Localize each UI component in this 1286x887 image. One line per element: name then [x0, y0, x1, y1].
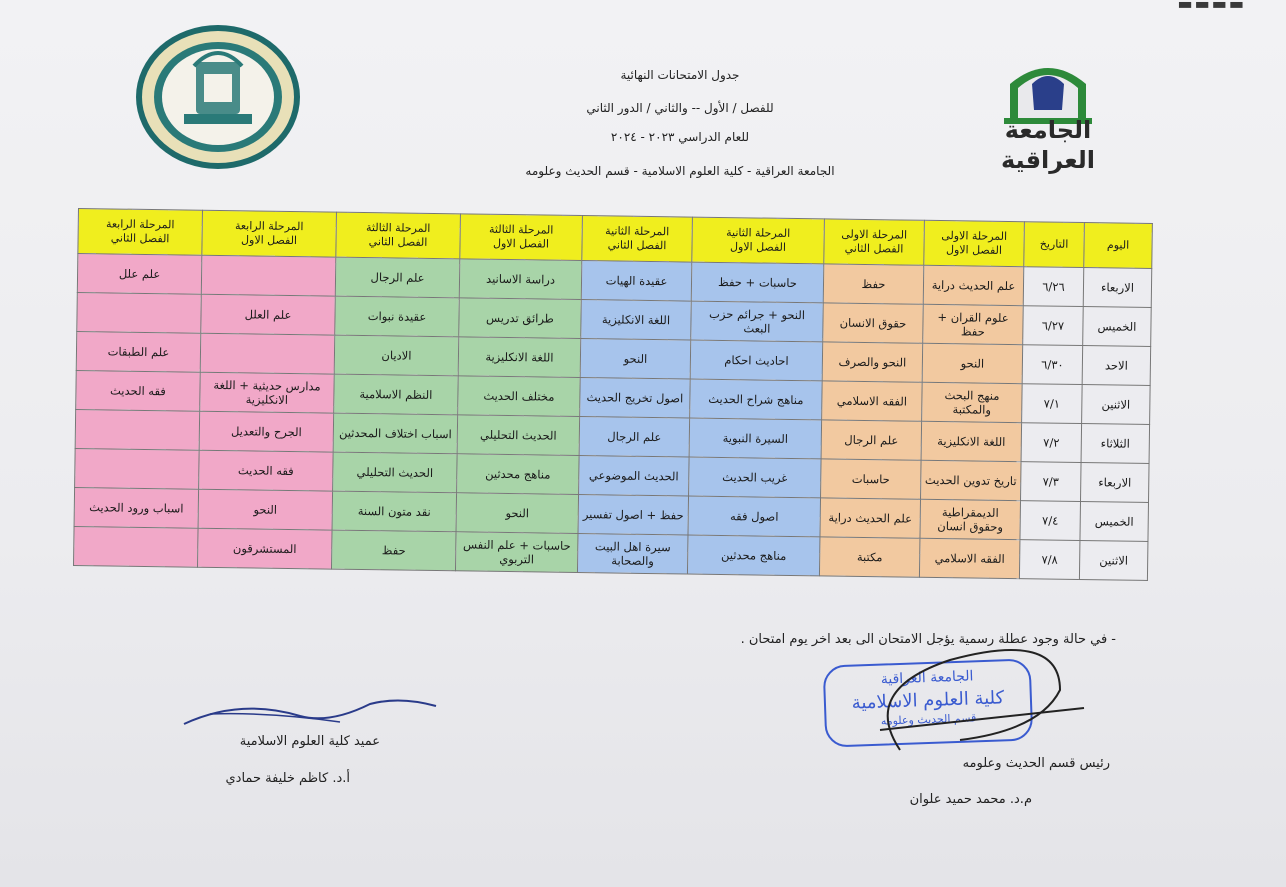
table-cell: الحديث التحليلي	[333, 452, 458, 493]
dean-name: أ.د. كاظم خليفة حمادي	[225, 771, 350, 786]
header-stage1-term2: المرحلة الاولى الفصل الثاني	[824, 219, 925, 265]
header-day: اليوم	[1084, 223, 1153, 269]
table-cell: مناهج شراح الحديث	[690, 379, 823, 420]
header-stage4-term1: المرحلة الرابعة الفصل الاول	[202, 210, 337, 257]
table-cell: مناهج محدثين	[457, 454, 580, 495]
table-cell: فقه الحديث	[199, 450, 334, 491]
table-cell: النحو	[922, 343, 1023, 383]
department-head-name: م.د. محمد حميد علوان	[909, 792, 1032, 807]
university-logo-word1: الجامعة	[1004, 116, 1092, 144]
row-date: ٧/٨	[1019, 540, 1080, 580]
table-cell: اللغة الانكليزية	[581, 300, 692, 341]
header-stage2-term1: المرحلة الثانية الفصل الاول	[692, 217, 825, 264]
row-date: ٦/٢٧	[1023, 306, 1084, 346]
table-cell: علم الرجال	[335, 257, 460, 298]
table-cell: علم الرجال	[579, 417, 690, 458]
dean-title: عميد كلية العلوم الاسلامية	[239, 734, 380, 749]
head-signature-scribble	[840, 630, 1090, 760]
table-cell: دراسة الاسانيد	[459, 259, 582, 300]
table-cell: المستشرقون	[197, 528, 332, 569]
table-cell: اصول تخريج الحديث	[580, 378, 691, 419]
table-cell: علم الطبقات	[76, 331, 201, 372]
table-cell: النحو + جرائم حزب البعث	[691, 301, 824, 342]
top-edge-mark: ▬▬▬▬	[1177, 0, 1246, 13]
header-institution: الجامعة العراقية - كلية العلوم الاسلامية - قسم الحديث وعلومه	[525, 164, 835, 178]
header-stage1-term1: المرحلة الاولى الفصل الاول	[924, 220, 1025, 266]
table-cell: الديمقراطية وحقوق انسان	[920, 499, 1021, 539]
table-cell: حفظ	[331, 530, 456, 571]
table-cell: مناهج محدثين	[687, 535, 820, 576]
header-stage3-term2: المرحلة الثالثة الفصل الثاني	[336, 212, 461, 259]
table-cell: الحديث الموضوعي	[579, 456, 690, 497]
document-title: جدول الامتحانات النهائية	[620, 68, 740, 82]
table-cell: الاديان	[334, 335, 459, 376]
table-cell	[75, 409, 200, 450]
table-cell: حاسبات + علم النفس التربوي	[455, 532, 578, 573]
header-semester: للفصل / الأول -- والثاني / الدور الثاني	[586, 101, 774, 115]
row-day: الخميس	[1080, 502, 1149, 542]
table-cell: اسباب ورود الحديث	[74, 487, 199, 528]
header-stage2-term2: المرحلة الثانية الفصل الثاني	[582, 216, 693, 263]
university-logo-word2: العراقية	[1000, 146, 1095, 174]
table-cell: عقيدة نبوات	[335, 296, 460, 337]
table-cell: علم الرجال	[821, 420, 922, 460]
row-date: ٦/٢٦	[1023, 267, 1084, 307]
row-day: الاثنين	[1079, 541, 1148, 581]
row-day: الاحد	[1082, 346, 1151, 386]
table-cell: مكتبة	[819, 537, 920, 577]
table-cell: النحو	[456, 493, 579, 534]
header-stage4-term2: المرحلة الرابعة الفصل الثاني	[78, 209, 203, 256]
table-cell: غريب الحديث	[689, 457, 822, 498]
row-day: الاربعاء	[1080, 463, 1149, 503]
dean-signature-scribble	[180, 694, 440, 734]
table-cell: علم العلل	[201, 294, 336, 335]
table-cell: منهج البحث والمكتبة	[922, 382, 1023, 422]
row-date: ٧/١	[1022, 384, 1083, 424]
table-cell: اللغة الانكليزية	[921, 421, 1022, 461]
row-day: الخميس	[1083, 307, 1152, 347]
row-date: ٧/٤	[1020, 501, 1081, 541]
table-cell	[77, 292, 202, 333]
table-cell: الحديث التحليلي	[457, 415, 580, 456]
table-cell: طرائق تدريس	[459, 298, 582, 339]
table-cell	[200, 333, 335, 374]
table-cell: مختلف الحديث	[458, 376, 581, 417]
table-cell: علم الحديث دراية	[923, 265, 1024, 305]
row-date: ٦/٣٠	[1022, 345, 1083, 385]
table-cell: علم الحديث دراية	[820, 498, 921, 538]
header-date: التاريخ	[1024, 222, 1085, 268]
stamp-line3: قسم الحديث وعلومه	[880, 711, 977, 728]
table-cell: علوم القران + حفظ	[923, 304, 1024, 344]
table-cell: السيرة النبوية	[689, 418, 822, 459]
row-day: الثلاثاء	[1081, 424, 1150, 464]
table-cell: النظم الاسلامية	[334, 374, 459, 415]
table-cell: الجرح والتعديل	[199, 411, 334, 452]
table-cell: اللغة الانكليزية	[458, 337, 581, 378]
table-cell: حاسبات	[821, 459, 922, 499]
university-logo	[992, 50, 1104, 180]
table-cell: اسباب اختلاف المحدثين	[333, 413, 458, 454]
table-cell: اصول فقه	[688, 496, 821, 537]
header-stage3-term1: المرحلة الثالثة الفصل الاول	[460, 214, 583, 261]
department-head-title: رئيس قسم الحديث وعلومه	[962, 756, 1110, 771]
header-academic-year: للعام الدراسي ٢٠٢٣ - ٢٠٢٤	[610, 130, 750, 144]
table-cell: فقه الحديث	[76, 370, 201, 411]
table-cell: حفظ	[823, 264, 924, 304]
table-cell	[201, 255, 336, 296]
table-cell: حفظ + اصول تفسير	[578, 495, 689, 536]
table-cell	[74, 526, 199, 567]
row-day: الاربعاء	[1083, 268, 1152, 308]
table-cell: النحو	[580, 339, 691, 380]
row-date: ٧/٢	[1021, 423, 1082, 463]
row-day: الاثنين	[1082, 385, 1151, 425]
table-cell: مدارس حديثية + اللغة الانكليزية	[200, 372, 335, 413]
table-cell: تاريخ تدوين الحديث	[921, 460, 1022, 500]
table-cell: احاديث احكام	[690, 340, 823, 381]
table-cell: الفقه الاسلامي	[919, 538, 1020, 578]
postponement-note: - في حالة وجود عطلة رسمية يؤجل الامتحان الى بعد اخر يوم امتحان .	[740, 632, 1116, 647]
table-cell: الفقه الاسلامي	[822, 381, 923, 421]
college-seal-logo	[134, 22, 302, 172]
table-cell: نقد متون السنة	[332, 491, 457, 532]
table-cell	[75, 448, 200, 489]
stamp-line2: كلية العلوم الاسلامية	[851, 687, 1005, 714]
table-cell: علم علل	[77, 254, 202, 295]
exam-schedule-table	[73, 208, 1153, 581]
table-cell: النحو والصرف	[822, 342, 923, 382]
table-cell: حقوق الانسان	[823, 303, 924, 343]
table-cell: حاسبات + حفظ	[691, 262, 824, 303]
stamp-line1: الجامعة العراقية	[880, 668, 974, 688]
table-cell: النحو	[198, 489, 333, 530]
table-cell: سيرة اهل البيت والصحابة	[577, 534, 688, 575]
row-date: ٧/٣	[1021, 462, 1082, 502]
table-cell: عقيدة الهيات	[581, 261, 692, 302]
